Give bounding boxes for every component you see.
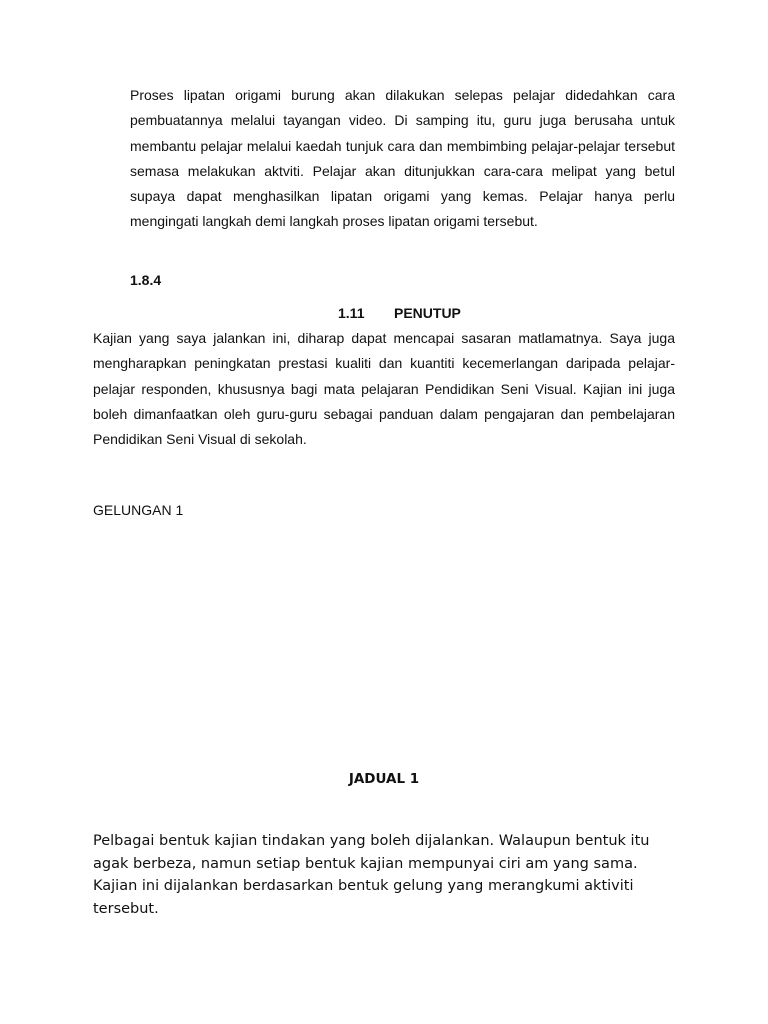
figure-label: GELUNGAN 1 xyxy=(93,502,184,518)
body-paragraph-origami: Proses lipatan origami burung akan dilakukan selepas pelajar didedahkan cara pembuatannya melalui tayangan video. Di samping itu, guru juga berusaha untuk membantu pelajar melalui kaedah tunjuk cara dan membimbing pelajar-pelajar tersebut semasa melakukan aktviti. Pelajar akan ditunjukkan cara-cara melipat yang betul supaya dapat menghasilkan lipatan origami yang kemas. Pelajar hanya perlu mengingati langkah demi langkah proses lipatan origami tersebut. xyxy=(130,87,675,230)
subsection-number: 1.8.4 xyxy=(130,272,162,288)
body-paragraph-penutup: Kajian yang saya jalankan ini, diharap dapat mencapai sasaran matlamatnya. Saya juga mengharapkan peningkatan prestasi kualiti dan kuantiti kecemerlangan daripada pelajar-pelajar responden, khususnya bagi mata pelajaran Pendidikan Seni Visual. Kajian ini juga boleh dimanfaatkan oleh guru-guru sebagai panduan dalam pengajaran dan pembelajaran Pendidikan Seni Visual di sekolah. xyxy=(93,330,675,448)
section-title: PENUTUP xyxy=(394,305,461,321)
table-label: JADUAL 1 xyxy=(348,771,420,787)
section-number: 1.11 xyxy=(338,305,365,321)
body-paragraph-kajian: Pelbagai bentuk kajian tindakan yang boleh dijalankan. Walaupun bentuk itu agak berbeza, namun setiap bentuk kajian mempunyai ciri am yang sama. Kajian ini dijalankan berdasarkan bentuk gelung yang merangkumi aktiviti tersebut. xyxy=(93,833,650,917)
section-heading xyxy=(338,305,461,321)
